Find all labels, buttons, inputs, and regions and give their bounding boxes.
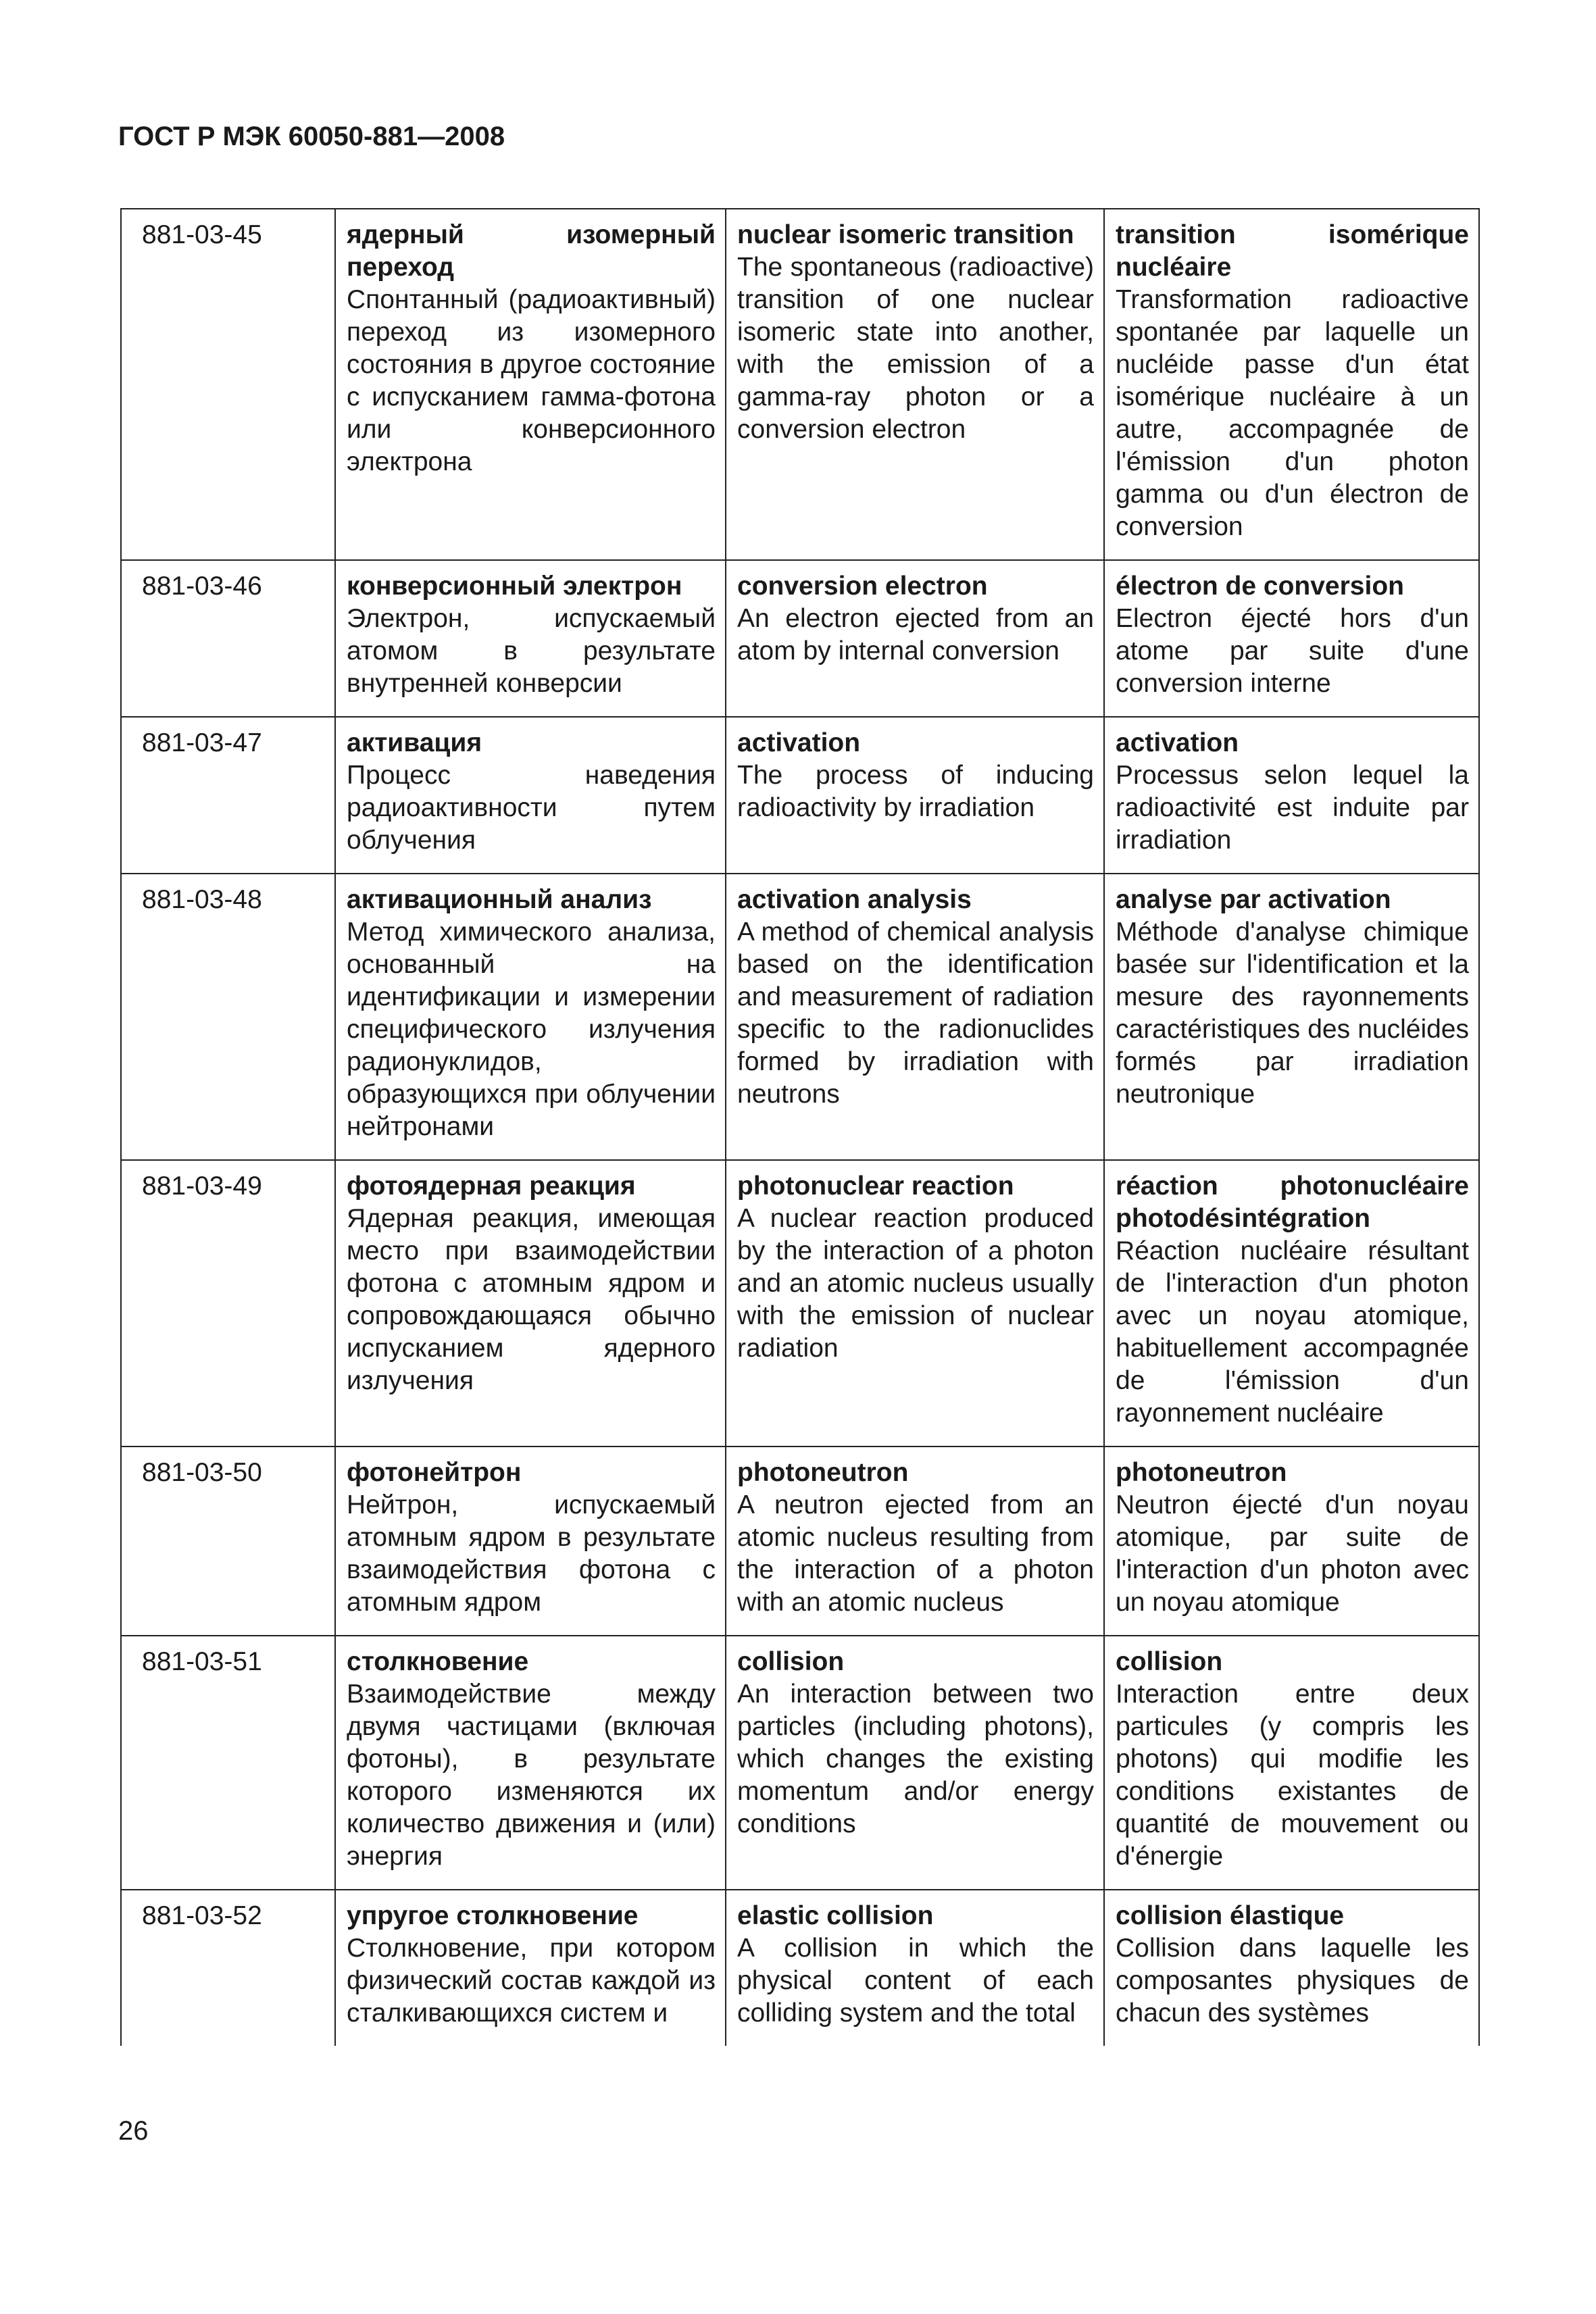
fr-definition: Transformation radioactive spontanée par laquelle un nucléide passe d'un état isomérique nucléaire à un autre, accompagnée de l'émission d'un photon gamma ou d'un électron de conversion	[1116, 285, 1469, 541]
ru-term: фотонейтрон	[347, 1458, 522, 1487]
fr-cell	[1104, 209, 1479, 560]
fr-cell	[1104, 1160, 1479, 1447]
en-cell	[726, 1636, 1104, 1890]
fr-term: activation	[1116, 728, 1239, 757]
entry-number: 881-03-52	[121, 1890, 335, 2046]
ru-term: фотоядерная реакция	[347, 1172, 636, 1201]
en-definition: An electron ejected from an atom by internal conversion	[737, 604, 1094, 665]
entry-number: 881-03-51	[121, 1636, 335, 1890]
table-row	[121, 1160, 1479, 1447]
en-term: activation	[737, 728, 861, 757]
fr-definition: Réaction nucléaire résultant de l'interaction d'un photon avec un noyau atomique, habituellement accompagnée de l'émission d'un rayonnement nucléaire	[1116, 1236, 1469, 1428]
fr-term: analyse par activation	[1116, 885, 1391, 914]
en-definition: An interaction between two particles (including photons), which changes the existing momentum and/or energy conditions	[737, 1680, 1094, 1838]
en-cell	[726, 1447, 1104, 1636]
fr-term: transition isomérique nucléaire	[1116, 220, 1469, 282]
en-definition: The process of inducing radioactivity by irradiation	[737, 761, 1094, 822]
en-cell	[726, 1890, 1104, 2046]
entry-number: 881-03-49	[121, 1160, 335, 1447]
ru-term: конверсионный электрон	[347, 572, 682, 601]
ru-definition: Столкновение, при котором физический состав каждой из сталкивающихся систем и	[347, 1934, 716, 2028]
en-definition: A method of chemical analysis based on the identification and measurement of radiation specific to the radionuclides formed by irradiation with neutrons	[737, 917, 1094, 1109]
fr-term: collision élastique	[1116, 1901, 1345, 1930]
ru-term: активация	[347, 728, 482, 757]
ru-definition: Метод химического анализа, основанный на идентификации и измерении специфического излучения радионуклидов, образующихся при облучении нейтронами	[347, 917, 716, 1141]
glossary-table	[120, 208, 1480, 2046]
table-row	[121, 1890, 1479, 2046]
en-term: conversion electron	[737, 572, 988, 601]
fr-definition: Electron éjecté hors d'un atome par suite d'une conversion interne	[1116, 604, 1469, 698]
entry-number: 881-03-48	[121, 874, 335, 1160]
fr-definition: Interaction entre deux particules (y compris les photons) qui modifie les conditions existantes de quantité de mouvement ou d'énergie	[1116, 1680, 1469, 1871]
entry-number: 881-03-50	[121, 1447, 335, 1636]
en-term: collision	[737, 1647, 845, 1676]
en-term: nuclear isomeric transition	[737, 220, 1074, 249]
ru-cell	[335, 560, 726, 717]
ru-cell	[335, 209, 726, 560]
ru-term: активационный анализ	[347, 885, 652, 914]
ru-definition: Спонтанный (радиоактивный) переход из изомерного состояния в другое состояние с испусканием гамма-фотона или конверсионного электрона	[347, 285, 716, 476]
table-row	[121, 560, 1479, 717]
ru-definition: Электрон, испускаемый атомом в результате внутренней конверсии	[347, 604, 716, 698]
ru-cell	[335, 717, 726, 874]
en-definition: A collision in which the physical content of each colliding system and the total	[737, 1934, 1094, 2028]
page-number: 26	[118, 2116, 149, 2146]
entry-number: 881-03-45	[121, 209, 335, 560]
fr-cell	[1104, 1636, 1479, 1890]
ru-definition: Процесс наведения радиоактивности путем облучения	[347, 761, 716, 855]
en-cell	[726, 1160, 1104, 1447]
ru-cell	[335, 874, 726, 1160]
ru-definition: Ядерная реакция, имеющая место при взаимодействии фотона с атомным ядром и сопровождающаяся обычно испусканием ядерного излучения	[347, 1204, 716, 1395]
en-definition: A nuclear reaction produced by the interaction of a photon and an atomic nucleus usually with the emission of nuclear radiation	[737, 1204, 1094, 1363]
entry-number: 881-03-46	[121, 560, 335, 717]
fr-cell	[1104, 1890, 1479, 2046]
en-cell	[726, 209, 1104, 560]
table-row	[121, 209, 1479, 560]
fr-cell	[1104, 717, 1479, 874]
ru-term: ядерный изомерный переход	[347, 220, 716, 282]
en-cell	[726, 717, 1104, 874]
fr-term: électron de conversion	[1116, 572, 1404, 601]
en-term: activation analysis	[737, 885, 972, 914]
en-term: photoneutron	[737, 1458, 909, 1487]
en-definition: A neutron ejected from an atomic nucleus resulting from the interaction of a photon with an atomic nucleus	[737, 1490, 1094, 1617]
en-term: elastic collision	[737, 1901, 934, 1930]
fr-term: réaction photonucléaire photodésintégration	[1116, 1172, 1469, 1233]
fr-cell	[1104, 1447, 1479, 1636]
ru-cell	[335, 1890, 726, 2046]
fr-cell	[1104, 560, 1479, 717]
fr-definition: Neutron éjecté d'un noyau atomique, par suite de l'interaction d'un photon avec un noyau atomique	[1116, 1490, 1469, 1617]
table-row	[121, 1447, 1479, 1636]
en-term: photonuclear reaction	[737, 1172, 1014, 1201]
table-row	[121, 874, 1479, 1160]
ru-definition: Нейтрон, испускаемый атомным ядром в результате взаимодействия фотона с атомным ядром	[347, 1490, 716, 1617]
fr-term: photoneutron	[1116, 1458, 1287, 1487]
fr-definition: Processus selon lequel la radioactivité est induite par irradiation	[1116, 761, 1469, 855]
en-cell	[726, 560, 1104, 717]
document-header: ГОСТ Р МЭК 60050-881—2008	[118, 122, 505, 151]
table-row	[121, 717, 1479, 874]
fr-term: collision	[1116, 1647, 1223, 1676]
ru-cell	[335, 1160, 726, 1447]
ru-term: упругое столкновение	[347, 1901, 639, 1930]
table-row	[121, 1636, 1479, 1890]
en-definition: The spontaneous (radioactive) transition of one nuclear isomeric state into another, with the emission of a gamma-ray photon or a conversion electron	[737, 253, 1094, 444]
ru-cell	[335, 1447, 726, 1636]
entry-number: 881-03-47	[121, 717, 335, 874]
fr-cell	[1104, 874, 1479, 1160]
ru-term: столкновение	[347, 1647, 529, 1676]
fr-definition: Collision dans laquelle les composantes physiques de chacun des systèmes	[1116, 1934, 1469, 2028]
ru-definition: Взаимодействие между двумя частицами (включая фотоны), в результате которого изменяются их количество движения и (или) энергия	[347, 1680, 716, 1871]
ru-cell	[335, 1636, 726, 1890]
fr-definition: Méthode d'analyse chimique basée sur l'identification et la mesure des rayonnements caractéristiques des nucléides formés par irradiation neutronique	[1116, 917, 1469, 1109]
en-cell	[726, 874, 1104, 1160]
